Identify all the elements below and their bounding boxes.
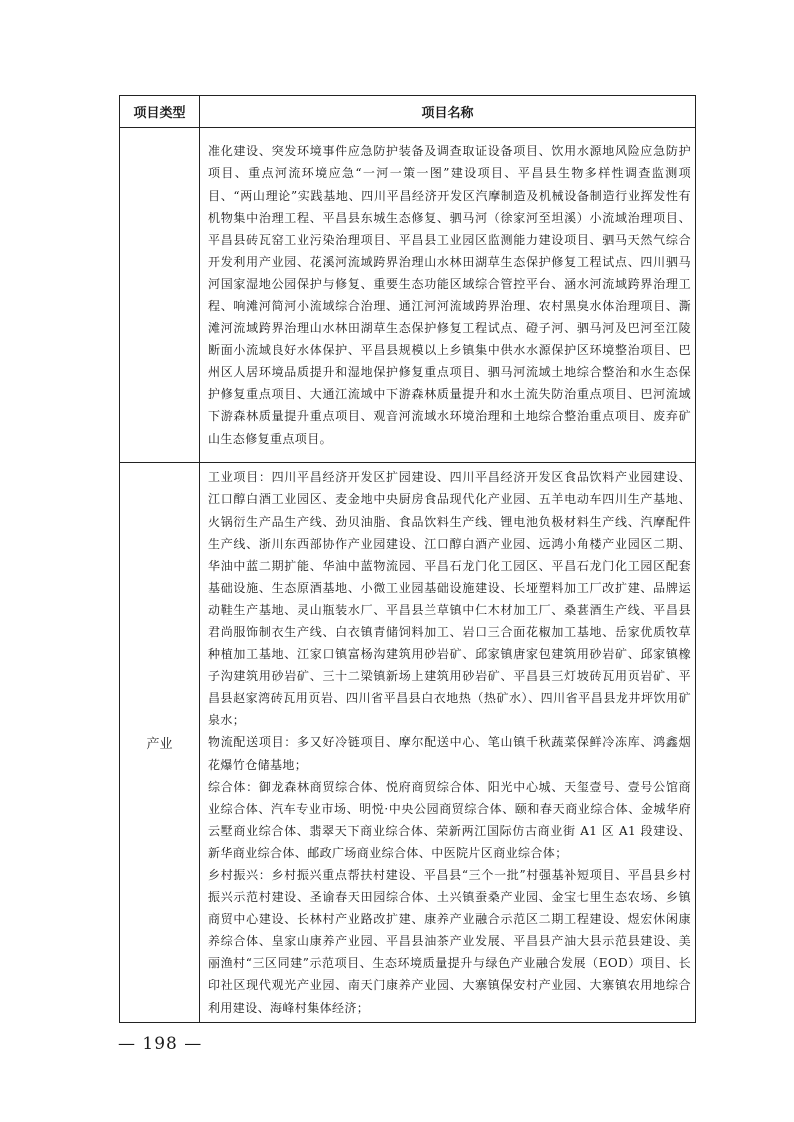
paragraph-complex: 综合体：御龙森林商贸综合体、悦府商贸综合体、阳光中心城、天玺壹号、壹号公馆商业综合体、汽车专业市场、明悦·中央公园商贸综合体、颐和春天商业综合体、金城华府云墅商业综合体、翡翠天下商业综合体、荣新两江国际仿古商业街 A1 区 A1 段建设、新华商业综合体、邮政广场商业综合体、中医院片区商业综合体； [208, 779, 691, 860]
row-name-cell [200, 128, 696, 463]
header-project-name: 项目名称 [200, 96, 696, 128]
row-type-cell [120, 128, 200, 463]
row-type-cell: 产业 [120, 463, 200, 1023]
paragraph: 准化建设、突发环境事件应急防护装备及调查取证设备项目、饮用水源地风险应急防护项目、重点河流环境应急“一河一策一图”建设项目、平昌县生物多样性调查监测项目、“两山理论”实践基地、四川平昌经济开发区汽摩制造及机械设备制造行业挥发性有机物集中治理工程、平昌县东城生态修复、驷马河（徐家河至坦溪）小流域治理项目、平昌县砖瓦窑工业污染治理项目、平昌县工业园区监测能力建设项目、驷马天然气综合开发利用产业园、花溪河流域跨界治理山水林田湖草生态保护修复工程试点、四川驷马河国家湿地公园保护与修复、重要生态功能区域综合管控平台、涵水河流域跨界治理工程、响滩河简河小流域综合治理、通江河河流域跨界治理、农村黑臭水体治理项目、澌滩河流域跨界治理山水林田湖草生态保护修复工程试点、磴子河、驷马河及巴河至江陵断面小流域良好水体保护、平昌县规模以上乡镇集中供水水源保护区环境整治项目、巴州区人居环境品质提升和湿地保护修复重点项目、驷马河流域土地综合整治和水生态保护修复重点项目、大通江流域中下游森林质量提升和水土流失防治重点项目、巴河流域下游森林质量提升重点项目、观音河流域水环境治理和土地综合整治重点项目、废弃矿山生态修复重点项目。 [208, 144, 691, 446]
header-project-type: 项目类型 [120, 96, 200, 128]
row-name-cell [200, 463, 696, 1023]
table-header-row [120, 96, 696, 128]
table-row [120, 128, 696, 463]
project-table [119, 95, 696, 1023]
table-row [120, 463, 696, 1023]
page-number: — 198 — [118, 1034, 203, 1054]
paragraph-rural: 乡村振兴：乡村振兴重点帮扶村建设、平昌县“三个一批”村强基补短项目、平昌县乡村振兴示范村建设、圣谕春天田园综合体、土兴镇蚕桑产业园、金宝七里生态农场、乡镇商贸中心建设、长林村产业路改扩建、康养产业融合示范区二期工程建设、煜宏休闲康养综合体、皇家山康养产业园、平昌县油茶产业发展、平昌县产油大县示范县建设、美丽渔村“三区同建”示范项目、生态环境质量提升与绿色产业融合发展（EOD）项目、长印社区现代观光产业园、南天门康养产业园、大寨镇保安村产业园、大寨镇农用地综合利用建设、海峰村集体经济； [208, 868, 691, 1015]
paragraph-logistics: 物流配送项目：多又好冷链项目、摩尔配送中心、笔山镇千秋蔬菜保鲜冷冻库、鸿鑫烟花爆竹仓储基地； [208, 735, 691, 772]
paragraph-industrial: 工业项目：四川平昌经济开发区扩园建设、四川平昌经济开发区食品饮料产业园建设、江口醇白酒工业园区、麦金地中央厨房食品现代化产业园、五羊电动车四川生产基地、火锅衍生产品生产线、劲贝油脂、食品饮料生产线、锂电池负极材料生产线、汽摩配件生产线、浙川东西部协作产业园建设、江口醇白酒产业园、远鸿小角楼产业园区二期、华油中蓝二期扩能、华油中蓝物流园、平昌石龙门化工园区、平昌石龙门化工园区配套基础设施、生态原酒基地、小微工业园基础设施建设、长垭塑料加工厂改扩建、品牌运动鞋生产基地、灵山瓶装水厂、平昌县兰草镇中仁木材加工厂、桑葚酒生产线、平昌县君尚服饰制衣生产线、白衣镇青储饲料加工、岩口三合面花椒加工基地、岳家优质牧草种植加工基地、江家口镇富杨沟建筑用砂岩矿、邱家镇唐家包建筑用砂岩矿、邱家镇橡子沟建筑用砂岩矿、三十二梁镇新场上建筑用砂岩矿、平昌县三灯坡砖瓦用页岩矿、平昌县赵家湾砖瓦用页岩、四川省平昌县白衣地热（热矿水）、四川省平昌县龙井坪饮用矿泉水； [208, 470, 691, 728]
